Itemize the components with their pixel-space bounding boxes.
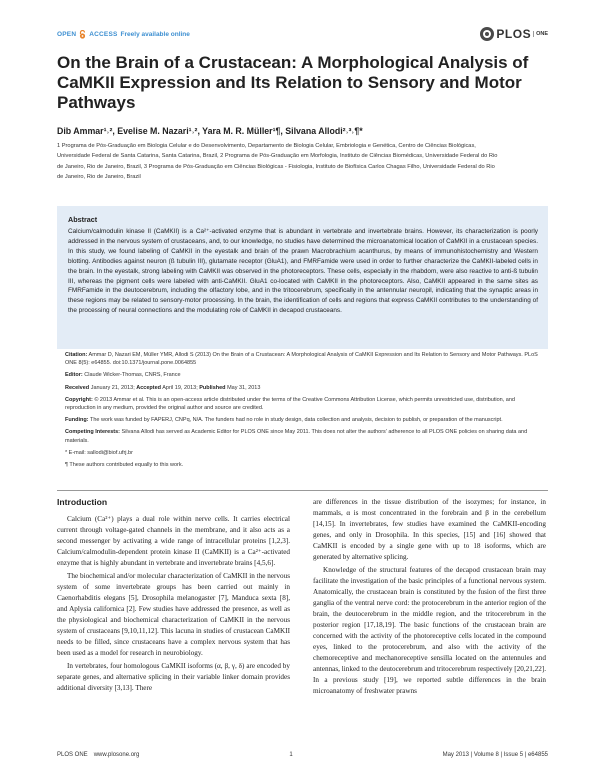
accepted-date: April 19, 2013; (162, 384, 198, 391)
funding (65, 416, 547, 424)
open-access-badge (57, 30, 190, 39)
editor (65, 371, 547, 379)
paragraph: In vertebrates, four homologous CaMKII isoforms (α, β, γ, δ) are encoded by separate genes, and alternative splicing in their variable linker domain provides additional diversity [3,13]. There (57, 662, 290, 692)
plos-one-label: ONE (533, 31, 548, 37)
copyright-label: Copyright: (65, 396, 93, 403)
author-list: Dib Ammar¹˒², Evelise M. Nazari¹˒², Yara M. R. Müller¹¶, Silvana Allodi²˒³˒¶* (57, 126, 363, 136)
freely-available-label: Freely available online (120, 30, 190, 38)
right-column (313, 497, 546, 699)
open-label: OPEN (57, 30, 77, 38)
competing-text: Silvana Allodi has served as Academic Editor for PLOS ONE since May 2011. This does not alter the authors' adherence to all PLOS ONE policies on sharing data and materials. (65, 429, 528, 444)
abstract-box (57, 206, 548, 349)
access-label: ACCESS (89, 30, 118, 38)
published-date: May 31, 2013 (227, 384, 261, 391)
affiliation-line: de Janeiro, Rio de Janeiro, Brazil, 3 Programa de Pós-Graduação em Ciências Biológicas - Fisiologia, Instituto de Biofísica Carlos Chagas Filho, Universidade Federal do Rio (57, 163, 495, 170)
paragraph: are differences in the tissue distribution of the isozymes; for instance, in mammals, α is most concentrated in the forebrain and β in the cerebellum [14,15]. In invertebrates, few studies have examined the CaMKII-encoding genes, and only in Drosophila. In this species, [15] and [16] showed that CaMKII is encoded by a single gene with up to 18 isoforms, which are generated by alternative splicing. (313, 498, 546, 561)
page-footer (57, 752, 548, 758)
plos-logo-icon (480, 27, 494, 41)
editor-text: Claude Wicker-Thomas, CNRS, France (84, 372, 181, 379)
left-column (57, 497, 290, 696)
section-divider (57, 490, 548, 491)
affiliations (57, 141, 547, 182)
copyright (65, 396, 547, 412)
competing-interests (65, 428, 547, 444)
citation-text: Ammar D, Nazari EM, Müller YMR, Allodi S (2013) On the Brain of a Crustacean: A Morphological Analysis of CaMKII Expression and Its Relation to Sensory and Motor Pathways. PLoS ONE 8(5): e64855. doi:10.1371/journal.pone.0064855 (65, 352, 538, 367)
citation-label: Citation: (65, 352, 88, 358)
issue-info: May 2013 | Volume 8 | Issue 5 | e64855 (442, 752, 548, 758)
copyright-text: © 2013 Ammar et al. This is an open-access article distributed under the terms of the Creative Commons Attribution License, which permits unrestricted use, distribution, and reproduction in any medium, provided the original author and source are credited. (65, 396, 515, 412)
affiliation-line: 1 Programa de Pós-Graduação em Biologia Celular e do Desenvolvimento, Departamento de Biologia Celular, Embriologia e Genética, Centro de Ciências Biológicas, (57, 143, 476, 149)
received-date: January 21, 2013; (90, 384, 135, 391)
funding-label: Funding: (65, 417, 89, 424)
plos-logo-text: PLOS (496, 27, 532, 41)
introduction-heading: Introduction (57, 497, 108, 507)
open-lock-icon (79, 30, 86, 39)
dates (65, 384, 547, 392)
accepted-label: Accepted (136, 384, 162, 391)
article-title: On the Brain of a Crustacean: A Morphological Analysis of CaMKII Expression and Its Relation to Sensory and Motor Pathways (57, 53, 529, 112)
affiliation-line: de Janeiro, Rio de Janeiro, Brazil (57, 173, 141, 180)
abstract-text: Calcium/calmodulin kinase II (CaMKII) is a Ca²⁺-activated enzyme that is abundant in vertebrate and invertebrate brains. However, its characterization is poorly addressed in the nervous system of crustaceans, and, to our knowledge, no studies have determined the microanatomical location of CaMKII in a crustacean species. In this study, we found labeling of CaMKII in the eyestalk and brain of the prawn Macrobrachium acanthurus, by means of immunohistochemistry and Western blotting. Antibodies against neuron (ß tubulin III), glutamate receptor (GluA1), and FMRFamide were used in order to further characterize the CaMKII-labeled cells in the brain. In the eyestalk, strong labeling with CaMKII was observed in the photoreceptors. These cells, especially in the rhabdom, were also reactive to anti-ß tubulin III, whereas the pigment cells were labeled with anti-CaMKII. GluA1 co-located with CaMKII in the photoreceptors. Also, CaMKII appeared in the same sites as FMRFamide in the deutocerebrum, including the olfactory lobe, and in the tritocerebrum, specifically in the antennular neuropil, indicating that the synaptic areas in these regions may be related to sensory-motor processing. In the brain, the identification of cells and regions that express CaMKII contributes to the understanding of the processing of neural connections and the modulating role of CaMKII in decapod crustaceans. (68, 228, 538, 315)
footer-journal: PLOS ONE (57, 752, 88, 758)
paragraph: The biochemical and/or molecular characterization of CaMKII in the nervous system of some invertebrate groups has been carried out mainly in Caenorhabditis elegans [5], Drosophila melanogaster [7], Manduca sexta [8], and Aplysia californica [2]. Few studies have addressed the presence, as well as the physiological and biochemical characterization of CaMKII in the nervous system of crustaceans [9,10,11,12]. This lacuna in studies of crustacean CaMKII needs to be filled, since crustaceans have a complex nervous system that has been used as a model for research in neurobiology. (57, 572, 290, 657)
citation (65, 351, 547, 367)
published-label: Published (199, 384, 226, 391)
affiliation-line: Universidade Federal de Santa Catarina, Santa Catarina, Brazil, 2 Programa de Pós-Graduação em Morfologia, Instituto de Ciências Biomédicas, Universidade Federal do Rio (57, 153, 498, 160)
competing-label: Competing Interests: (65, 429, 121, 436)
paragraph: Knowledge of the structural features of the decapod crustacean brain may facilitate the investigation of the basic principles of a functional nervous system. Anatomically, the crustacean brain is constituted by the fusion of the first three ganglia of the ventral nerve cord: the protocerebrum in the anterior region of the brain, the deutocerebrum in the middle region, and the tritocerebrum in the posterior region [17,18,19]. The basic functions of the crustacean brain are concerned with the activity of the photoreceptive cells located in the compound eyes, linked to the protocerebrum, and also with the activity of the chemoreceptive and mechanoreceptive sensilla located on the antennules and antennas, linked to the deutocerebrum and tritocerebrum respectively [20,21,22]. In a previous study [19], we reported subtle differences in the brain microanatomy of freshwater prawns (313, 566, 546, 695)
paragraph: Calcium (Ca²⁺) plays a dual role within nerve cells. It carries electrical current through voltage-gated channels in the membrane, and it also acts as a second messenger by activating a wide range of intracellular proteins [1,2,3]. Calcium/calmodulin-dependent protein kinase II (CaMKII) is a Ca²⁺-activated enzyme that is highly abundant in vertebrate and invertebrate brains [4,5,6]. (57, 515, 290, 567)
page-number: 1 (289, 752, 293, 758)
footer-url[interactable]: www.plosone.org (93, 752, 140, 758)
journal-logo (480, 27, 548, 41)
equal-contribution-note: ¶ These authors contributed equally to this work. (65, 462, 184, 469)
page-header (57, 26, 548, 42)
editor-label: Editor: (65, 372, 83, 379)
email: * E-mail: sallodi@biof.ufrj.br (65, 449, 133, 456)
received-label: Received (65, 384, 90, 391)
abstract-heading: Abstract (68, 215, 98, 224)
funding-text: The work was funded by FAPERJ, CNPq, N/A. The funders had no role in study design, data collection and analysis, decision to publish, or preparation of the manuscript. (89, 417, 503, 424)
article-metadata (65, 351, 547, 473)
footer-left (57, 752, 139, 758)
